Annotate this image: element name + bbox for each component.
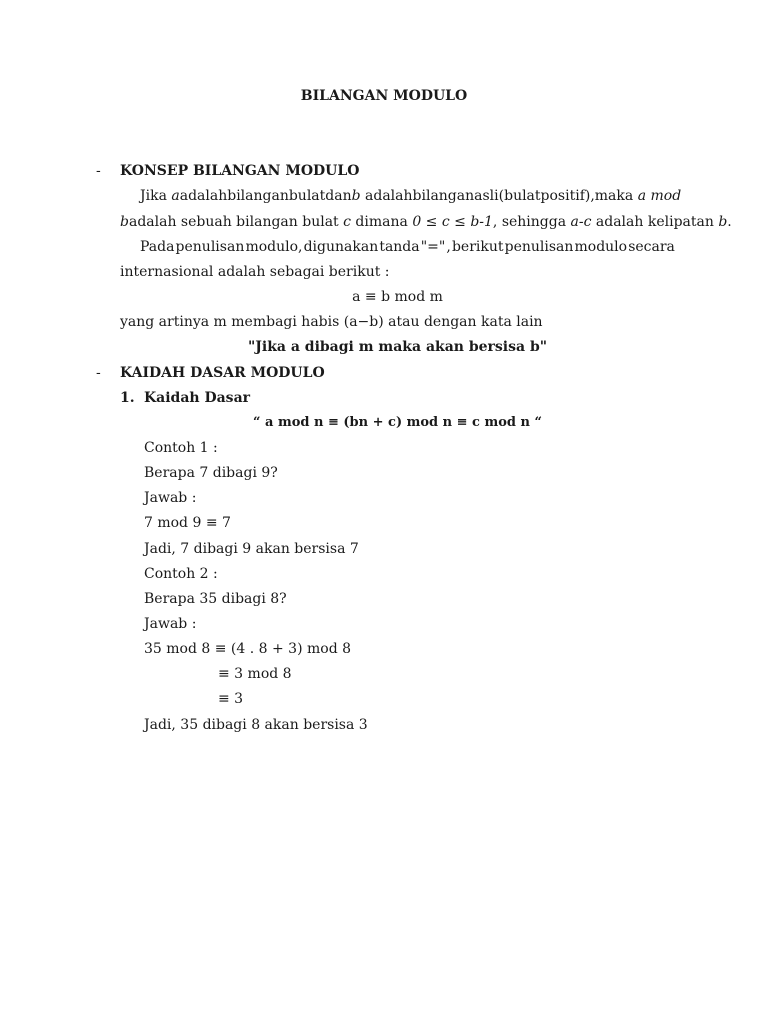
quote-statement: "Jika a dibagi m maka akan bersisa b"	[247, 339, 548, 355]
paragraph-1-line-2: badalah sebuah bilangan bulat c dimana 0 ≤ c ≤ b-1, sehingga a-c adalah kelipatan b.	[120, 214, 732, 230]
rule-formula: “ a mod n ≡ (bn + c) mod n ≡ c mod n “	[253, 415, 542, 430]
example-line: Berapa 7 dibagi 9?	[144, 465, 278, 481]
paragraph-2-line-1: Pada penulisan modulo, digunakan tanda "=" , berikut penulisan modulo secara	[140, 239, 675, 255]
modulo-formula: a ≡ b mod m	[352, 289, 443, 305]
example-line: Jawab :	[144, 490, 197, 506]
document-title: BILANGAN MODULO	[300, 88, 468, 104]
example-conclusion: Jadi, 35 dibagi 8 akan bersisa 3	[144, 717, 368, 733]
bullet-dash: -	[96, 365, 101, 381]
example-line: Jadi, 7 dibagi 9 akan bersisa 7	[144, 541, 359, 557]
formula-explanation: yang artinya m membagi habis (a−b) atau dengan kata lain	[120, 314, 543, 330]
section-heading-konsep: KONSEP BILANGAN MODULO	[120, 163, 360, 179]
calculation-step: ≡ 3	[218, 691, 244, 707]
example-line: 35 mod 8 ≡ (4 . 8 + 3) mod 8	[144, 641, 352, 657]
example-line: Contoh 2 :	[144, 566, 218, 582]
example-line: Jawab :	[144, 616, 197, 632]
example-line: 7 mod 9 ≡ 7	[144, 515, 231, 531]
bullet-dash: -	[96, 163, 101, 179]
paragraph-1-line-1: Jika a adalah bilangan bulat dan b adalah bilangan asli (bulat positif), maka a mod	[140, 188, 682, 204]
subsection-heading: Kaidah Dasar	[144, 390, 251, 406]
example-line: Contoh 1 :	[144, 440, 218, 456]
calculation-step: ≡ 3 mod 8	[218, 666, 292, 682]
example-line: Berapa 35 dibagi 8?	[144, 591, 287, 607]
subsection-number: 1.	[120, 390, 135, 406]
paragraph-2-line-2: internasional adalah sebagai berikut :	[120, 264, 390, 280]
section-heading-kaidah: KAIDAH DASAR MODULO	[120, 365, 325, 381]
